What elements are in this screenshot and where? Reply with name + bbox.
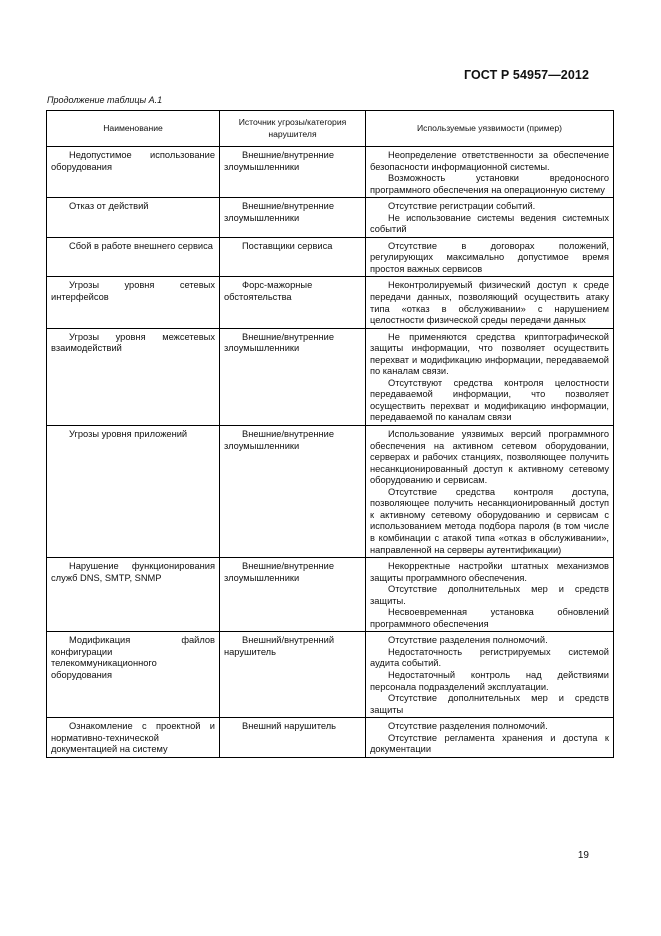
vulnerabilities-cell [366,558,614,632]
threat-source-cell [220,328,366,425]
vulnerability-text: Отсутствие средства контроля доступа, позволяющее получить несанкционированный доступ к активному сетевому оборудованию и сервисам с использованием метода подбора пароля (в том числе в комбинации с атакой типа «отказ в обслуживании», направленной на серверы аутентификации) [370,486,609,555]
vulnerabilities-cell [366,718,614,758]
document-header: ГОСТ Р 54957—2012 [463,68,589,82]
threat-name: Угрозы уровня приложений [69,429,188,440]
threat-name: Угрозы уровня сетевых интерфейсов [51,280,215,303]
vulnerability-text: Отсутствие разделения полномочий. [388,635,548,646]
threat-source: Внешний нарушитель [242,721,337,732]
threat-source-cell [220,147,366,198]
table-row [47,147,614,198]
threat-name: Отказ от действий [69,201,149,212]
vulnerabilities-cell [366,198,614,238]
table-header-row [47,111,614,147]
vulnerabilities-cell [366,632,614,718]
threat-name: Недопустимое использование оборудования [51,150,215,172]
vulnerability-text: Неопределение ответственности за обеспечение безопасности информационной системы. [370,150,609,172]
vulnerabilities-cell [366,328,614,425]
vulnerability-text: Не использование системы ведения системных событий [370,212,609,235]
threat-source-cell [220,237,366,277]
table-row [47,558,614,632]
vulnerability-text: Недостаточность регистрируемых системой аудита событий. [370,646,609,669]
vulnerability-text: Отсутствуют средства контроля целостности передаваемой информации, что позволяет осуществить перехват и модификацию информации, передаваемой по каналам связи [370,377,609,423]
threat-source-cell [220,426,366,558]
threat-name: Модификация файлов конфигурации телекоммуникационного оборудования [51,635,215,680]
threat-name: Нарушение функционирования служб DNS, SMTP, SNMP [51,561,215,583]
column-header-name: Наименование [47,111,220,147]
vulnerability-text: Отсутствие дополнительных мер и средств защиты [370,693,609,715]
column-header-vulnerabilities: Используемые уязвимости (пример) [366,111,614,147]
vulnerabilities-cell [366,277,614,328]
table-row [47,632,614,718]
page-number: 19 [577,850,589,861]
vulnerability-text: Не применяются средства криптографической защиты информации, что позволяет осуществить перехват и модификацию информации, передаваемой по каналам связи. [370,331,609,377]
vulnerability-text: Недостаточный контроль над действиями персонала подразделений эксплуатации. [370,669,609,692]
table-row [47,718,614,758]
threat-source: Внешние/внутренние злоумышленники [224,429,334,451]
threat-source: Форс-мажорные обстоятельства [224,280,313,303]
vulnerability-text: Возможность установки вредоносного программного обеспечения на операционную систему [370,173,609,195]
threat-source: Внешние/внутренние злоумышленники [224,150,334,172]
vulnerabilities-cell [366,147,614,198]
threat-source: Внешние/внутренние злоумышленники [224,561,334,583]
threat-source: Поставщики сервиса [242,240,333,251]
table-row [47,277,614,328]
vulnerability-text: Отсутствие дополнительных мер и средств защиты. [370,584,609,606]
threat-name-cell [47,198,220,238]
table-row [47,198,614,238]
vulnerability-text: Некорректные настройки штатных механизмов защиты программного обеспечения. [370,561,609,583]
vulnerability-text: Использование уязвимых версий программного обеспечения на активном сетевом оборудовании, серверах и рабочих станциях, позволяющее получить несанкционированный доступ к активному сетевому оборудованию и сервисам. [370,429,609,486]
threat-source: Внешние/внутренние злоумышленники [224,331,334,354]
vulnerability-text: Несвоевременная установка обновлений программного обеспечения [370,607,609,629]
threat-source-cell [220,632,366,718]
table-row [47,426,614,558]
threat-source-cell [220,277,366,328]
threat-name-cell [47,277,220,328]
threat-name-cell [47,328,220,425]
threat-source-cell [220,558,366,632]
vulnerability-text: Отсутствие в договорах положений, регулирующих максимально допустимое время простоя важных сервисов [370,240,609,274]
vulnerability-text: Отсутствие разделения полномочий. [388,721,548,732]
vulnerabilities-cell [366,426,614,558]
threat-source-cell [220,718,366,758]
threat-name-cell [47,237,220,277]
threat-name-cell [47,632,220,718]
threats-table [46,110,614,758]
vulnerability-text: Отсутствие регистрации событий. [388,201,536,212]
table-row [47,237,614,277]
threat-source-cell [220,198,366,238]
threat-name-cell [47,426,220,558]
vulnerability-text: Отсутствие регламента хранения и доступа к документации [370,732,609,755]
threat-name-cell [47,147,220,198]
threat-name-cell [47,718,220,758]
vulnerability-text: Неконтролируемый физический доступ к среде передачи данных, позволяющий осуществить атаку типа «отказ в обслуживании» с нарушением целостности физической среды передачи данных [370,280,609,326]
threat-name: Ознакомление с проектной и нормативно-технической документацией на систему [51,721,215,755]
column-header-source: Источник угрозы/категория нарушителя [220,111,366,147]
threat-source: Внешние/внутренние злоумышленники [224,201,334,223]
threat-source: Внешний/внутренний нарушитель [224,635,335,657]
table-caption: Продолжение таблицы А.1 [47,95,163,105]
threat-name: Угрозы уровня межсетевых взаимодействий [51,331,215,354]
threat-name-cell [47,558,220,632]
table-row [47,328,614,425]
threat-name: Сбой в работе внешнего сервиса [69,240,213,251]
vulnerabilities-cell [366,237,614,277]
